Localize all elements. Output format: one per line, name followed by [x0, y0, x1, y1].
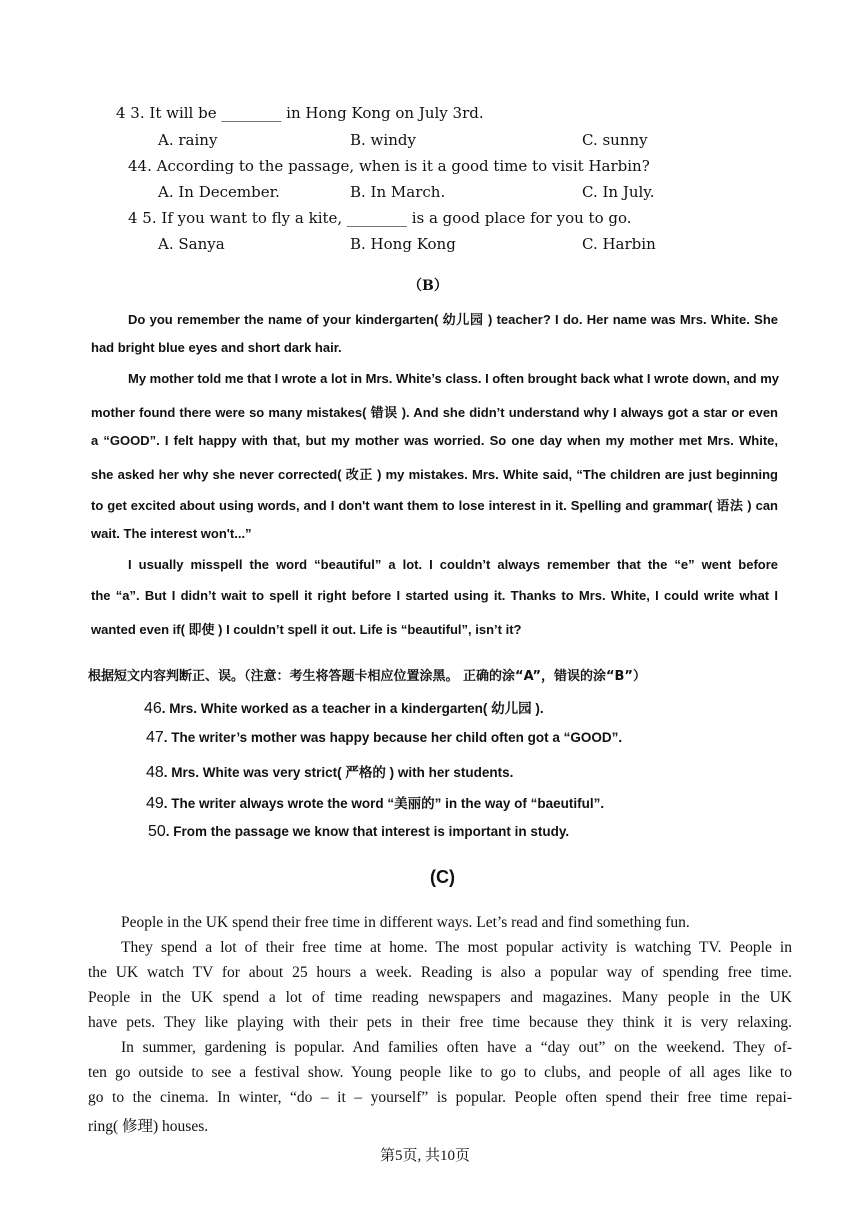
option-a: A. Sanya: [158, 235, 225, 253]
passage-b-line: My mother told me that I wrote a lot in Mrs. White’s class. I often brought back what I wrote down, and my: [128, 371, 780, 386]
passage-c-line: People in the UK spend their free time in different ways. Let’s read and find something fun.: [121, 914, 690, 931]
passage-c-line: ten go outside to see a festival show. Young people like to go to clubs, and people of all ages like to: [88, 1064, 792, 1081]
tf-number: 47: [146, 729, 164, 746]
passage-b-line: had bright blue eyes and short dark hair.: [91, 340, 342, 355]
tf-text: . The writer’s mother was happy because her child often got a “GOOD”.: [163, 730, 623, 745]
option-b: B. Hong Kong: [350, 235, 456, 253]
question-43: [116, 104, 484, 122]
tf-number: 50: [148, 823, 166, 840]
question-45: [128, 209, 632, 227]
passage-c-line: ring( 修理) houses.: [88, 1118, 209, 1135]
section-c-heading: (C): [430, 867, 455, 887]
option-a: A. In December.: [158, 183, 280, 201]
tf-item-50: [148, 823, 569, 841]
passage-b-line: to get excited about using words, and I don't want them to lose interest in it. Spelling and grammar( 语法 ) can: [91, 498, 778, 513]
passage-b-line: mother found there were so many mistakes( 错误 ). And she didn’t understand why I always got a star or even: [91, 405, 778, 420]
passage-b-line: wanted even if( 即使 ) I couldn’t spell it out. Life is “beautiful”, isn’t it?: [91, 622, 522, 637]
instruction: 根据短文内容判断正、误。（注意：考生将答题卡相应位置涂黑。 正确的涂“A”，错误的涂“B”）: [88, 669, 646, 684]
passage-c-line: go to the cinema. In winter, “do – it – yourself” is popular. People often spend their free time repai-: [88, 1089, 792, 1106]
option-c: C. Harbin: [582, 235, 656, 253]
tf-item-48: [146, 761, 513, 782]
passage-c-line: People in the UK spend a lot of time reading newspapers and magazines. Many people in the UK: [88, 989, 792, 1006]
passage-b-line: she asked her why she never corrected( 改正 ) my mistakes. Mrs. White said, “The children are just beginning: [91, 467, 778, 482]
tf-number: 46: [144, 700, 162, 717]
tf-text: . From the passage we know that interest is important in study.: [165, 824, 570, 839]
question-stem: If you want to fly a kite, ________ is a good place for you to go.: [161, 209, 632, 227]
tf-item-47: [146, 729, 622, 747]
passage-b-line: a “GOOD”. I felt happy with that, but my mother was worried. So one day when my mother met Mrs. White,: [91, 433, 778, 448]
question-stem: According to the passage, when is it a good time to visit Harbin?: [156, 157, 650, 175]
question-44: [128, 157, 650, 175]
option-b: B. In March.: [350, 183, 446, 201]
tf-text: . Mrs. White worked as a teacher in a kindergarten( 幼儿园 ).: [161, 701, 544, 716]
page-footer: 第5页, 共10页: [380, 1148, 471, 1164]
tf-number: 48: [146, 764, 164, 781]
tf-number: 49: [146, 795, 164, 812]
passage-c-line: In summer, gardening is popular. And families often have a “day out” on the weekend. They of-: [121, 1039, 792, 1056]
passage-c-line: They spend a lot of their free time at home. The most popular activity is watching TV. People in: [121, 939, 792, 956]
option-c: C. In July.: [582, 183, 655, 201]
question-number: 4 5.: [128, 209, 157, 227]
tf-item-49: [146, 792, 604, 813]
passage-b-line: Do you remember the name of your kindergarten( 幼儿园 ) teacher? I do. Her name was Mrs. White. She: [128, 312, 778, 327]
section-b-heading: （B）: [408, 278, 448, 294]
question-number: 44.: [128, 157, 152, 175]
passage-b-line: the “a”. But I didn’t wait to spell it right before I started using it. Thanks to Mrs. White, I could write what I: [91, 588, 778, 603]
option-b: B. windy: [350, 131, 416, 149]
passage-b-line: I usually misspell the word “beautiful” a lot. I couldn’t always remember that the “e” went before: [128, 557, 778, 572]
option-a: A. rainy: [158, 131, 218, 149]
tf-item-46: [144, 697, 544, 718]
question-stem: It will be ________ in Hong Kong on July 3rd.: [149, 104, 484, 122]
passage-b-line: wait. The interest won't...”: [91, 526, 252, 541]
tf-text: . Mrs. White was very strict( 严格的 ) with her students.: [163, 765, 514, 780]
question-number: 4 3.: [116, 104, 145, 122]
passage-c-line: the UK watch TV for about 25 hours a week. Reading is also a popular way of spending free time.: [88, 964, 792, 981]
option-c: C. sunny: [582, 131, 648, 149]
passage-c-line: have pets. They like playing with their pets in their free time because they think it is very relaxing.: [88, 1014, 792, 1031]
tf-text: . The writer always wrote the word “美丽的” in the way of “baeutiful”.: [163, 796, 605, 811]
